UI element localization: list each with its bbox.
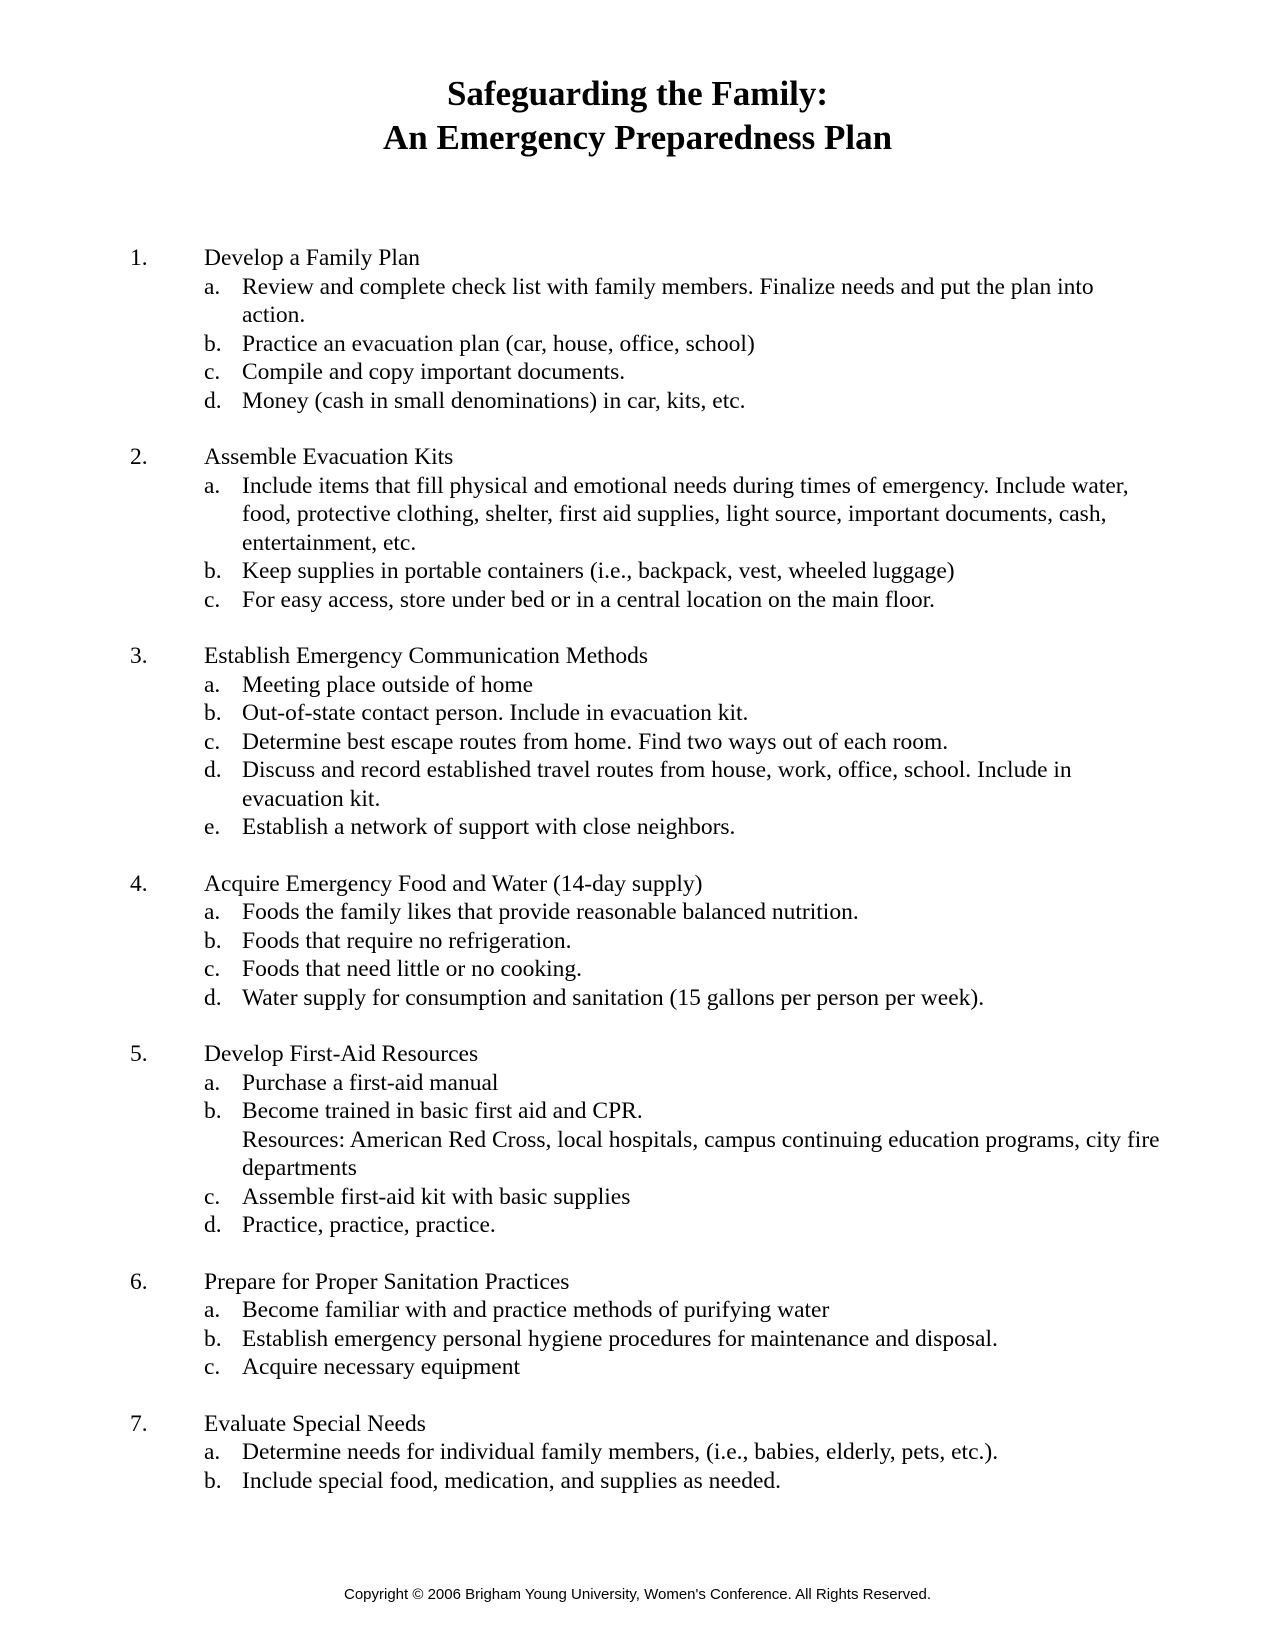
item-letter: b.	[204, 927, 222, 954]
item-letter: a.	[204, 273, 221, 300]
list-item	[0, 1183, 1162, 1212]
section-number: 6.	[130, 1268, 148, 1295]
item-letter: d.	[204, 387, 222, 414]
list-item	[0, 1097, 1162, 1183]
section-heading	[0, 244, 1275, 273]
item-letter: a.	[204, 671, 221, 698]
section-number: 4.	[130, 870, 148, 897]
item-letter: c.	[204, 956, 221, 982]
item-text: Determine needs for individual family members, (i.e., babies, elderly, pets, etc.).	[242, 1439, 999, 1465]
item-text: Foods that need little or no cooking.	[242, 956, 583, 982]
item-text: Purchase a first-aid manual	[242, 1069, 499, 1096]
item-text: Determine best escape routes from home. Find two ways out of each room.	[242, 728, 949, 755]
plan-section	[0, 870, 1275, 1013]
section-title: Prepare for Proper Sanitation Practices	[204, 1268, 570, 1295]
section-heading	[0, 642, 1275, 671]
list-item	[0, 927, 1162, 956]
item-text: For easy access, store under bed or in a central location on the main floor.	[242, 586, 936, 613]
page-title	[0, 72, 1275, 160]
list-item	[0, 273, 1162, 330]
section-number: 5.	[130, 1041, 148, 1067]
plan-section	[0, 244, 1275, 415]
plan-section	[0, 1040, 1275, 1240]
item-text: Compile and copy important documents.	[242, 359, 626, 385]
item-letter: a.	[204, 1439, 221, 1465]
section-number: 7.	[130, 1410, 148, 1437]
item-text: Establish a network of support with close neighbors.	[242, 814, 736, 840]
item-letter: b.	[204, 1098, 222, 1124]
list-item	[0, 898, 1162, 927]
item-text: Money (cash in small denominations) in car, kits, etc.	[242, 387, 746, 414]
plan-section	[0, 443, 1275, 614]
list-item	[0, 671, 1162, 700]
section-heading	[0, 1040, 1275, 1069]
list-item	[0, 813, 1162, 842]
section-heading	[0, 443, 1275, 472]
title-line-1: Safeguarding the Family:	[446, 74, 829, 113]
title-line-2: An Emergency Preparedness Plan	[382, 118, 893, 157]
list-item	[0, 1211, 1162, 1240]
item-text: Become familiar with and practice methods of purifying water	[242, 1297, 830, 1323]
list-item	[0, 1296, 1162, 1325]
section-title: Evaluate Special Needs	[204, 1410, 426, 1437]
plan-section	[0, 1268, 1275, 1382]
section-title: Develop First-Aid Resources	[204, 1041, 479, 1067]
item-letter: b.	[204, 558, 222, 584]
list-item	[0, 984, 1162, 1013]
item-text: Acquire necessary equipment	[242, 1354, 520, 1380]
item-letter: a.	[204, 472, 221, 499]
plan-section	[0, 1410, 1275, 1496]
list-item	[0, 557, 1162, 586]
item-letter: e.	[204, 814, 221, 840]
item-text: Discuss and record established travel routes from house, work, office, school. Include in evacuation kit.	[242, 757, 1072, 812]
item-letter: c.	[204, 728, 221, 755]
item-letter: a.	[204, 1297, 221, 1323]
item-letter: d.	[204, 1212, 222, 1238]
list-item	[0, 756, 1162, 813]
item-letter: d.	[204, 757, 222, 783]
list-item	[0, 728, 1162, 757]
list-item	[0, 1438, 1162, 1467]
section-heading	[0, 870, 1275, 899]
item-text: Foods that require no refrigeration.	[242, 927, 572, 954]
list-item	[0, 472, 1162, 558]
section-title: Develop a Family Plan	[204, 245, 421, 271]
item-text: Out-of-state contact person. Include in evacuation kit.	[242, 700, 749, 726]
item-text: Become trained in basic first aid and CPR.	[242, 1098, 643, 1124]
plan-sections	[0, 244, 1275, 1523]
list-item	[0, 586, 1162, 615]
section-number: 2.	[130, 444, 148, 470]
section-heading	[0, 1410, 1275, 1439]
item-letter: b.	[204, 1467, 222, 1494]
list-item	[0, 1353, 1162, 1382]
item-letter: c.	[204, 1354, 221, 1380]
list-item	[0, 330, 1162, 359]
list-item	[0, 1467, 1162, 1496]
copyright-footer: Copyright © 2006 Brigham Young University, Women's Conference. All Rights Reserved.	[344, 1586, 931, 1603]
plan-section	[0, 642, 1275, 842]
item-letter: b.	[204, 330, 222, 357]
list-item	[0, 955, 1162, 984]
item-letter: c.	[204, 586, 221, 613]
item-text: Practice, practice, practice.	[242, 1212, 496, 1238]
item-letter: c.	[204, 1183, 221, 1210]
item-text: Establish emergency personal hygiene procedures for maintenance and disposal.	[242, 1325, 998, 1352]
item-text: Include special food, medication, and supplies as needed.	[242, 1467, 782, 1494]
item-letter: b.	[204, 1325, 222, 1352]
section-title: Assemble Evacuation Kits	[204, 444, 454, 470]
item-text: Include items that fill physical and emotional needs during times of emergency. Include water, food, protective clothing, shelter, first aid supplies, light source, important documents, cash, entertainment, etc.	[242, 472, 1129, 556]
section-heading	[0, 1268, 1275, 1297]
item-letter: a.	[204, 1069, 221, 1096]
item-text: Foods the family likes that provide reasonable balanced nutrition.	[242, 899, 859, 925]
item-text: Keep supplies in portable containers (i.e., backpack, vest, wheeled luggage)	[242, 558, 955, 584]
section-number: 3.	[130, 643, 148, 669]
item-text: Review and complete check list with family members. Finalize needs and put the plan into action.	[242, 273, 1094, 328]
list-item	[0, 1325, 1162, 1354]
item-text: Practice an evacuation plan (car, house, office, school)	[242, 330, 755, 357]
section-title: Acquire Emergency Food and Water (14-day supply)	[204, 870, 703, 897]
item-text: Assemble first-aid kit with basic supplies	[242, 1183, 631, 1210]
list-item	[0, 699, 1162, 728]
list-item	[0, 358, 1162, 387]
item-letter: c.	[204, 359, 221, 385]
item-letter: b.	[204, 700, 222, 726]
section-number: 1.	[130, 245, 148, 271]
item-text: Water supply for consumption and sanitation (15 gallons per person per week).	[242, 984, 985, 1011]
list-item	[0, 1069, 1162, 1098]
item-letter: d.	[204, 984, 222, 1011]
section-title: Establish Emergency Communication Methods	[204, 643, 649, 669]
item-letter: a.	[204, 899, 221, 925]
item-text: Meeting place outside of home	[242, 671, 534, 698]
list-item	[0, 387, 1162, 416]
item-note: Resources: American Red Cross, local hospitals, campus continuing education programs, city fire departments	[242, 1126, 1160, 1181]
